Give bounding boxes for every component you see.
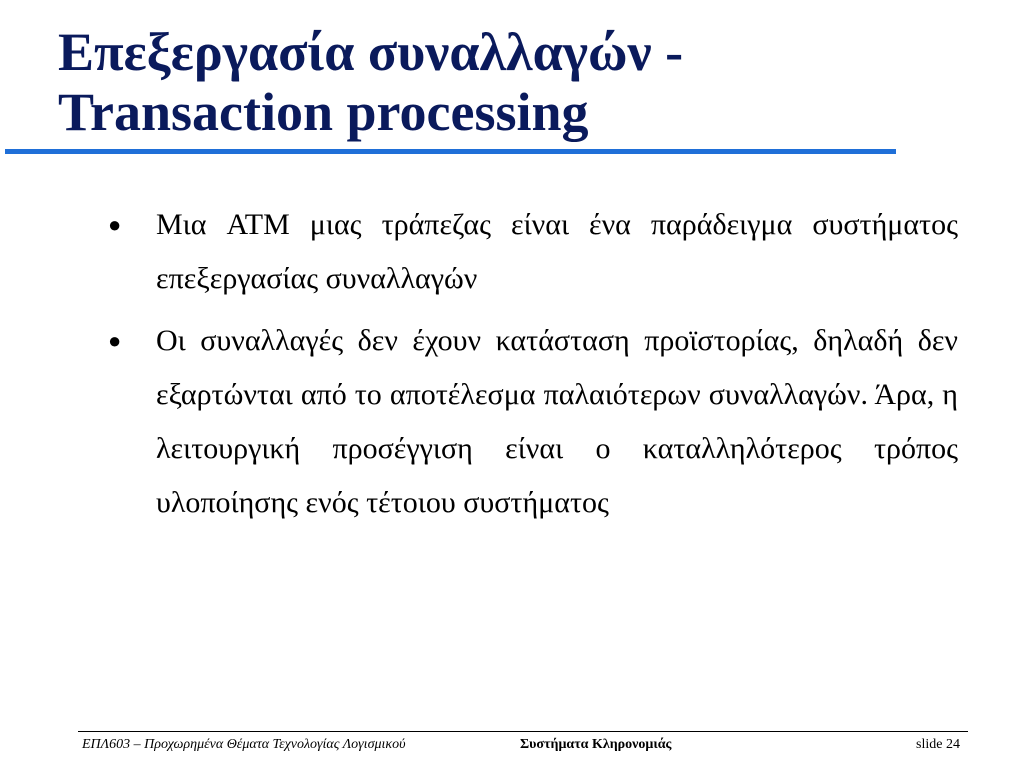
slide-title <box>58 22 898 142</box>
footer-course-name: ΕΠΛ603 – Προχωρημένα Θέματα Τεχνολογίας Λογισμικού <box>82 737 406 752</box>
footer-slide-number: slide 24 <box>916 737 960 752</box>
title-underline <box>5 149 896 154</box>
bullet-item <box>100 314 958 530</box>
slide-title-line-2: Transaction processing <box>58 82 589 142</box>
bullet-dot-icon: ● <box>108 212 122 237</box>
bullet-text: Οι συναλλαγές δεν έχουν κατάσταση προϊστορίας, δηλαδή δεν εξαρτώνται από το αποτέλεσμα παλαιότερων συναλλαγών. Άρα, η λειτουργική προσέγγιση είναι ο καταλληλότερος τρόπος υλοποίησης ενός τέτοιου συστήματος <box>156 324 958 519</box>
bullet-dot-icon: ● <box>108 328 122 353</box>
footer-topic: Συστήματα Κληρονομιάς <box>520 737 672 752</box>
slide-footer <box>78 737 968 757</box>
slide-title-line-1: Επεξεργασία συναλλαγών - <box>58 22 684 82</box>
bullet-list <box>100 198 958 538</box>
bullet-text: Μια ATM μιας τράπεζας είναι ένα παράδειγμα συστήματος επεξεργασίας συναλλαγών <box>156 208 958 295</box>
footer-divider <box>78 731 968 732</box>
bullet-item <box>100 198 958 306</box>
